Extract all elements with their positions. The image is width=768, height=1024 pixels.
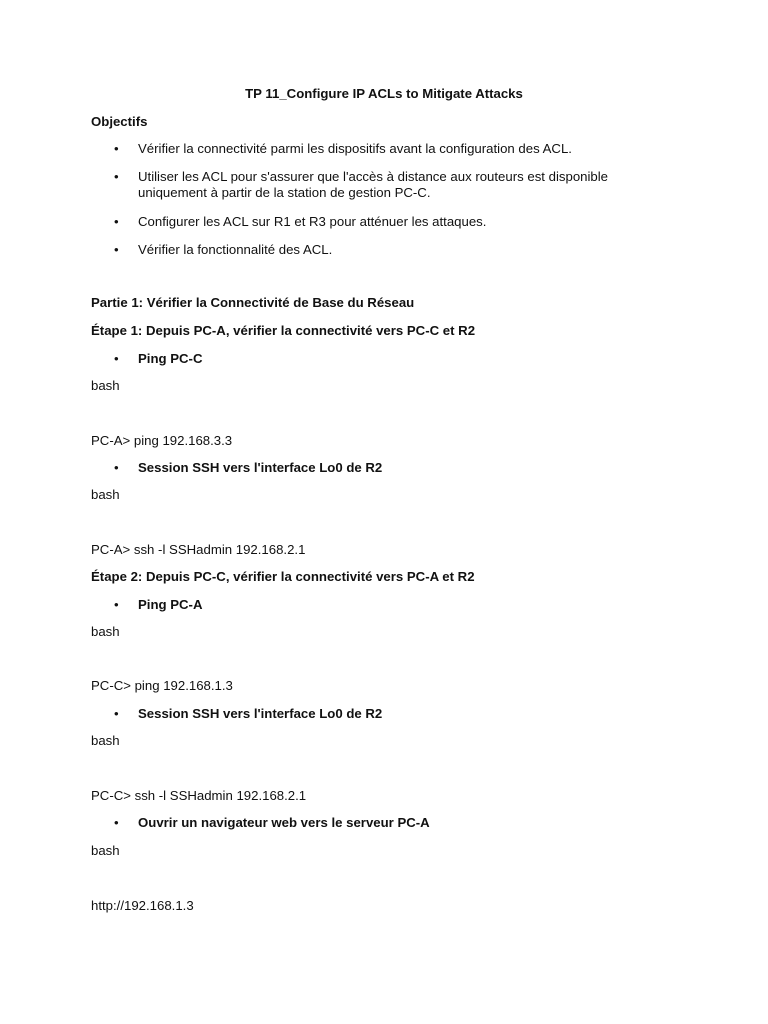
code-language-label: bash: [91, 843, 120, 858]
document-title: TP 11_Configure IP ACLs to Mitigate Attacks: [245, 86, 523, 101]
bullet-icon: •: [114, 242, 119, 257]
bullet-icon: •: [114, 169, 119, 184]
step2-bullet-ping: Ping PC-A: [138, 597, 203, 612]
command-line: http://192.168.1.3: [91, 898, 194, 913]
part1-heading: Partie 1: Vérifier la Connectivité de Base du Réseau: [91, 295, 415, 310]
bullet-icon: •: [114, 141, 119, 156]
step1-bullet-ssh: Session SSH vers l'interface Lo0 de R2: [138, 460, 383, 475]
bullet-icon: •: [114, 214, 119, 229]
objective-item: Vérifier la connectivité parmi les dispositifs avant la configuration des ACL.: [138, 141, 572, 156]
command-line: PC-C> ping 192.168.1.3: [91, 678, 233, 693]
code-language-label: bash: [91, 487, 120, 502]
step1-heading: Étape 1: Depuis PC-A, vérifier la connectivité vers PC-C et R2: [91, 323, 476, 338]
step2-heading: Étape 2: Depuis PC-C, vérifier la connectivité vers PC-A et R2: [91, 569, 475, 584]
bullet-icon: •: [114, 460, 119, 475]
code-language-label: bash: [91, 624, 120, 639]
code-language-label: bash: [91, 378, 120, 393]
command-line: PC-A> ssh -l SSHadmin 192.168.2.1: [91, 542, 306, 557]
objectives-heading: Objectifs: [91, 114, 148, 129]
bullet-icon: •: [114, 815, 119, 830]
bullet-icon: •: [114, 597, 119, 612]
bullet-icon: •: [114, 351, 119, 366]
code-language-label: bash: [91, 733, 120, 748]
objective-item: Configurer les ACL sur R1 et R3 pour atténuer les attaques.: [138, 214, 487, 229]
bullet-icon: •: [114, 706, 119, 721]
objective-item: Utiliser les ACL pour s'assurer que l'accès à distance aux routeurs est disponible uniquement à partir de la station de gestion PC-C.: [138, 169, 609, 200]
command-line: PC-A> ping 192.168.3.3: [91, 433, 233, 448]
step2-bullet-ssh: Session SSH vers l'interface Lo0 de R2: [138, 706, 383, 721]
command-line: PC-C> ssh -l SSHadmin 192.168.2.1: [91, 788, 307, 803]
objective-item: Vérifier la fonctionnalité des ACL.: [138, 242, 333, 257]
step2-bullet-browser: Ouvrir un navigateur web vers le serveur PC-A: [138, 815, 430, 830]
step1-bullet-ping: Ping PC-C: [138, 351, 203, 366]
